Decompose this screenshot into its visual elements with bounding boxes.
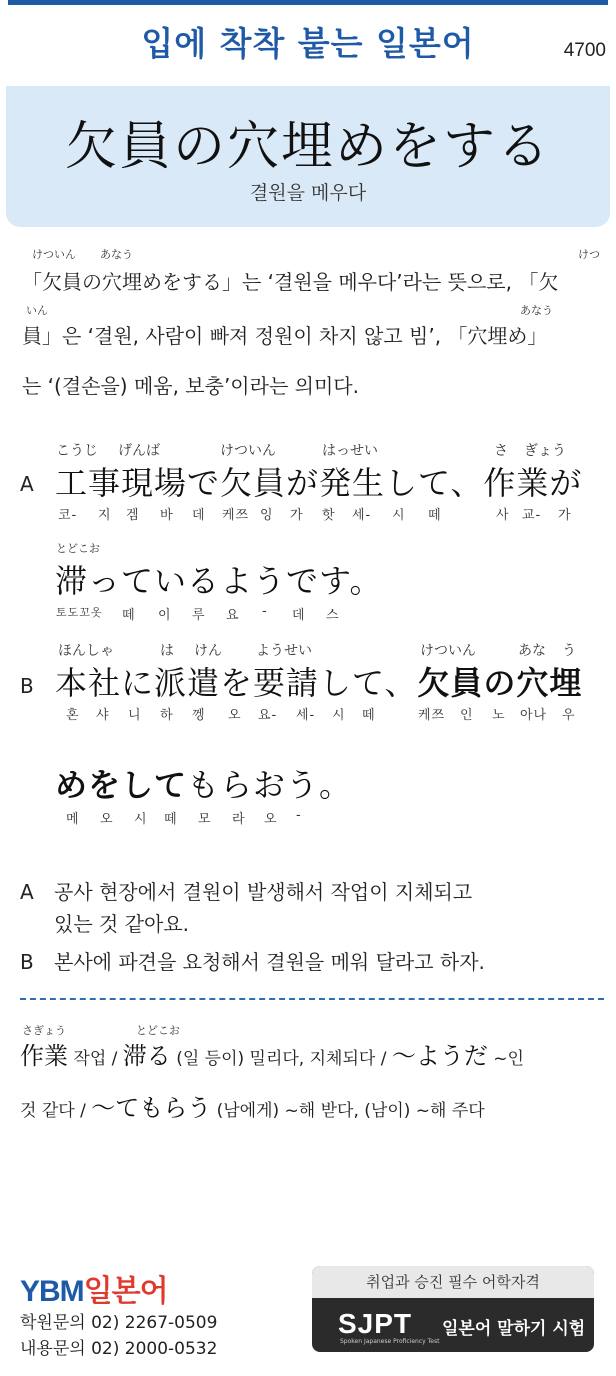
- ruby-text: あなう: [520, 304, 553, 317]
- pronunciation: 라: [232, 812, 246, 827]
- japanese-text: 本社に派遣を要請して、: [55, 664, 418, 702]
- pronunciation: 니: [128, 708, 142, 723]
- vocab-word: 作業: [20, 1042, 68, 1070]
- logo-ybm: YBM: [20, 1275, 84, 1308]
- pronunciation: 핫: [322, 508, 336, 523]
- ybm-logo: [20, 1266, 168, 1310]
- pronunciation: 가: [290, 508, 304, 523]
- pronunciation: 메: [66, 812, 80, 827]
- speaker-label: B: [20, 674, 34, 698]
- furigana: は: [160, 643, 174, 659]
- vocab-word: 滞る: [122, 1042, 171, 1070]
- pronunciation: 데: [192, 508, 206, 523]
- pronunciation: 케쯔: [222, 508, 250, 523]
- pronunciation: 떼: [164, 812, 178, 827]
- title-banner: [6, 86, 610, 227]
- vocab-meaning: 것 같다 /: [20, 1101, 92, 1121]
- ruby-text: とどこお: [136, 1024, 180, 1037]
- pronunciation: 데: [292, 608, 306, 623]
- sjpt-logo: SJPT: [338, 1308, 413, 1339]
- ruby-text: けつ: [578, 248, 600, 261]
- sjpt-banner: [312, 1266, 594, 1352]
- vocab-meaning: ~인: [487, 1049, 524, 1069]
- pronunciation: 오: [100, 812, 114, 827]
- pronunciation: 세-: [296, 708, 316, 723]
- pronunciation: 떼: [428, 508, 442, 523]
- vocab-line-2: [20, 1088, 485, 1123]
- expression-meaning: 결원을 메우다: [249, 182, 367, 204]
- pronunciation: 인: [460, 708, 474, 723]
- banner-tagline: 취업과 승진 필수 어학자격: [312, 1266, 594, 1298]
- japanese-line: 工事現場で欠員が発生して、作業が: [55, 464, 583, 502]
- vocab-word: 〜ようだ: [391, 1042, 488, 1070]
- pronunciation: 지: [98, 508, 112, 523]
- furigana: けついん: [420, 643, 476, 659]
- pronunciation: 떼: [362, 708, 376, 723]
- pronunciation: 사: [496, 508, 510, 523]
- explanation-line: 는 ‘(결손을) 메움, 보충’이라는 의미다.: [22, 374, 359, 398]
- ruby-text: けついん: [32, 248, 76, 261]
- explanation-line: 員」은 ‘결원, 사람이 빠져 정원이 차지 않고 빔’, 「穴埋め」: [22, 324, 548, 348]
- pronunciation: 코-: [58, 508, 78, 523]
- pronunciation: 이: [158, 608, 172, 623]
- pronunciation: 샤: [96, 708, 110, 723]
- pronunciation: 시: [332, 708, 346, 723]
- pronunciation: 겜: [126, 508, 140, 523]
- target-expression: 欠員の穴埋: [417, 664, 583, 702]
- vocab-line-1: [20, 1022, 600, 1078]
- furigana: とどこお: [56, 542, 100, 555]
- pronunciation: 모: [198, 812, 212, 827]
- pronunciation: 아나: [520, 708, 548, 723]
- furigana: あな: [518, 643, 546, 659]
- sjpt-logo-subtext: Spoken Japanese Proficiency Test: [340, 1338, 440, 1345]
- pronunciation: 잉: [260, 508, 274, 523]
- japanese-line: 滞っているようです。: [55, 562, 383, 600]
- translation-a-cont: [20, 908, 189, 937]
- pronunciation: 토도꼬옷: [56, 606, 103, 619]
- top-rule: [8, 0, 608, 5]
- furigana: う: [562, 643, 576, 659]
- pronunciation: 케쯔: [418, 708, 446, 723]
- pronunciation: 세-: [352, 508, 372, 523]
- furigana: ほんしゃ: [58, 643, 114, 659]
- furigana: けついん: [220, 443, 276, 459]
- pronunciation: 오: [228, 708, 242, 723]
- pronunciation: 우: [562, 708, 576, 723]
- vocab-meaning: (남에게) ~해 받다, (남이) ~해 주다: [211, 1101, 485, 1121]
- pronunciation: 시: [134, 812, 148, 827]
- vocab-meaning: (일 등이) 밀리다, 지체되다 /: [170, 1049, 392, 1069]
- translation-b: [20, 946, 485, 975]
- pronunciation: 요: [226, 608, 240, 623]
- dialogue-b: [0, 636, 616, 836]
- explanation: [22, 246, 602, 406]
- content-contact: 내용문의 02) 2000-0532: [20, 1339, 218, 1359]
- furigana: はっせい: [322, 443, 378, 459]
- pronunciation: 스: [326, 608, 340, 623]
- translation-a: [20, 876, 472, 905]
- ruby-text: あなう: [100, 248, 133, 261]
- speaker-label: B: [20, 950, 34, 974]
- furigana: ようせい: [256, 643, 312, 659]
- vocab-meaning: 작업 /: [68, 1049, 123, 1069]
- pronunciation: 바: [160, 508, 174, 523]
- speaker-label: A: [20, 880, 34, 904]
- expression-title: 欠員の穴埋めをする: [64, 117, 551, 177]
- vocab-word: 〜てもらう: [91, 1094, 212, 1122]
- translation-text: 있는 것 같아요.: [54, 912, 189, 936]
- target-expression: めをして: [55, 766, 188, 804]
- furigana: げんば: [118, 443, 160, 459]
- dialogue-a: [0, 436, 616, 626]
- furigana: こうじ: [56, 443, 98, 459]
- pronunciation: 하: [160, 708, 174, 723]
- issue-number: 4700: [563, 40, 606, 61]
- series-title: 입에 착착 붙는 일본어: [141, 24, 475, 63]
- academy-contact: 학원문의 02) 2267-0509: [20, 1313, 218, 1333]
- japanese-text: もらおう。: [187, 766, 353, 804]
- ruby-text: さぎょう: [22, 1024, 66, 1037]
- pronunciation: 교-: [522, 508, 542, 523]
- pronunciation: 껭: [192, 708, 206, 723]
- ruby-text: いん: [26, 304, 48, 317]
- translation-text: 공사 현장에서 결원이 발생해서 작업이 지체되고: [54, 880, 473, 904]
- logo-japanese: 일본어: [83, 1274, 168, 1309]
- pronunciation: 요-: [258, 708, 278, 723]
- divider: [20, 998, 604, 1000]
- pronunciation: 혼: [66, 708, 80, 723]
- pronunciation: -: [296, 808, 302, 823]
- translation-text: 본사에 파견을 요청해서 결원을 메워 달라고 하자.: [54, 950, 485, 974]
- speaker-label: A: [20, 472, 34, 496]
- furigana: さ: [494, 443, 508, 459]
- pronunciation: 가: [558, 508, 572, 523]
- pronunciation: 시: [392, 508, 406, 523]
- japanese-line: [55, 658, 582, 704]
- pronunciation: 오: [264, 812, 278, 827]
- pronunciation: -: [262, 604, 268, 619]
- japanese-line: [55, 760, 352, 806]
- pronunciation: 루: [192, 608, 206, 623]
- banner-test-name: 일본어 말하기 시험: [442, 1319, 586, 1339]
- pronunciation: 노: [492, 708, 506, 723]
- furigana: ぎょう: [524, 443, 566, 459]
- pronunciation: 떼: [122, 608, 136, 623]
- furigana: けん: [194, 643, 222, 659]
- explanation-line: 「欠員の穴埋めをする」는 ‘결원을 메우다’라는 뜻으로, 「欠: [22, 270, 559, 294]
